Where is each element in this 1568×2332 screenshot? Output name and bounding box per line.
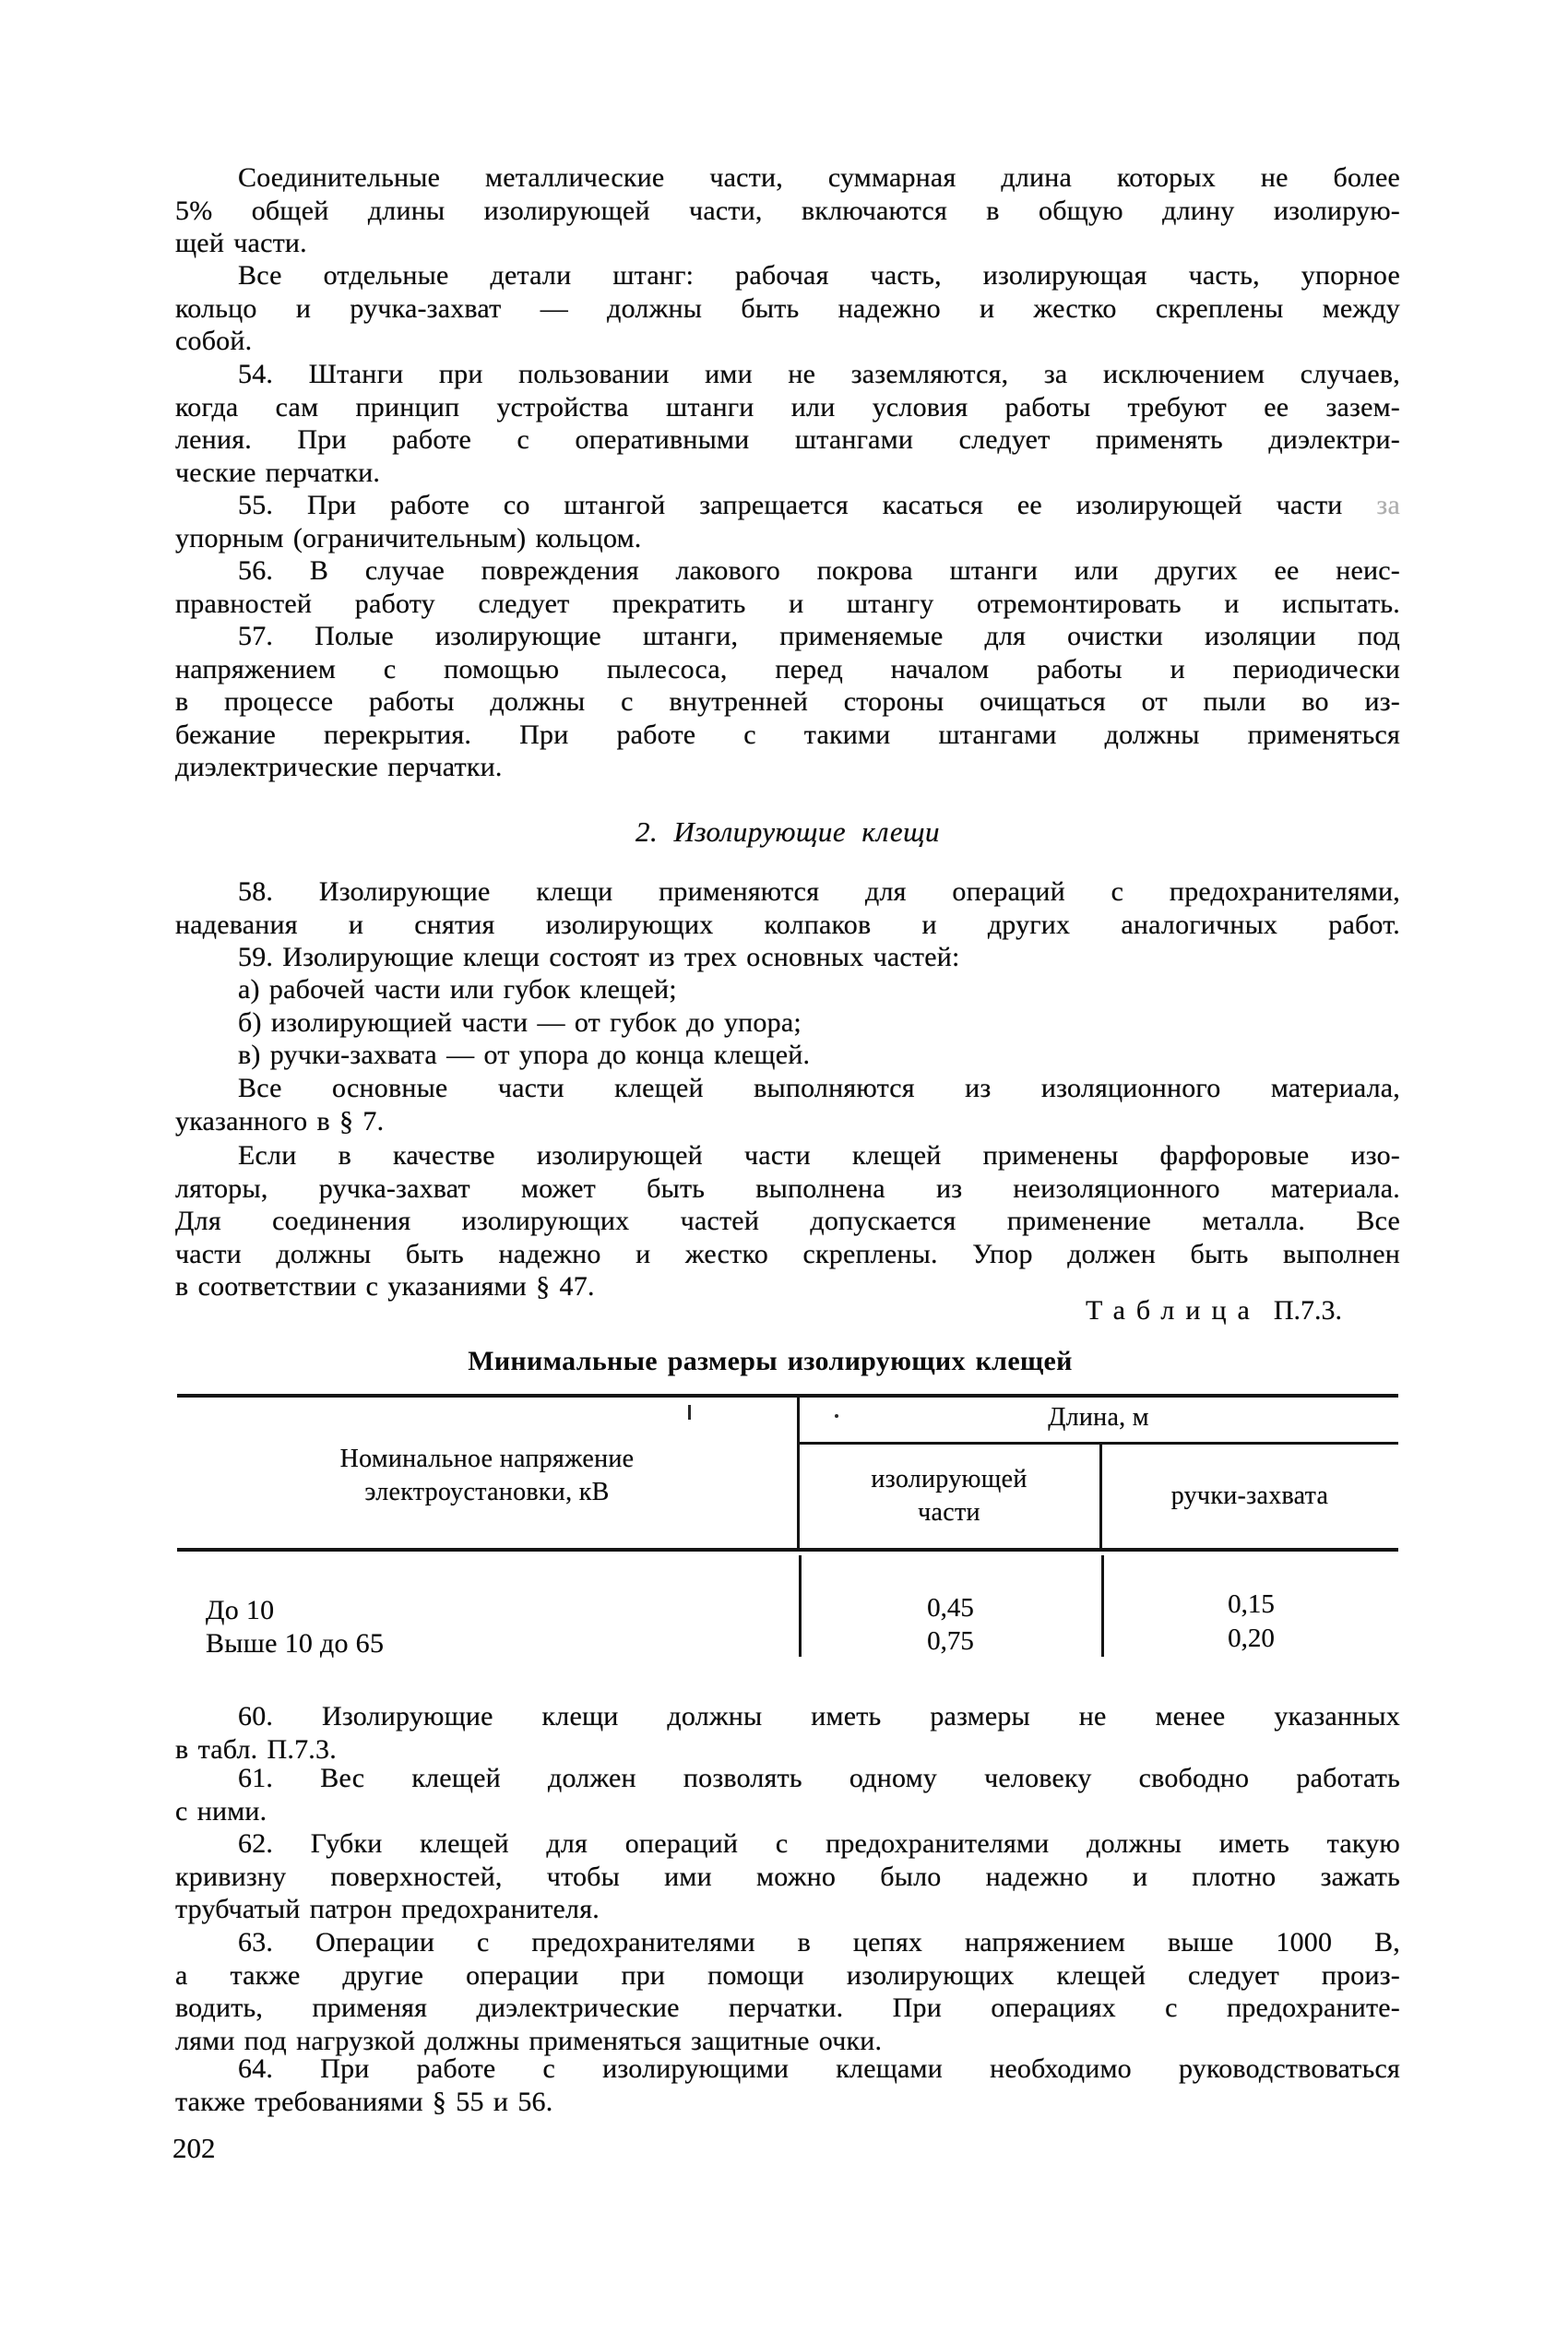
text-line: трубчатый патрон предохранителя. — [175, 1894, 600, 1924]
text-line: 58. Изолирующие клещи применяются для операций с предохранителями, — [238, 876, 1400, 907]
table-subheader-insulating-line1: изолирующей — [871, 1465, 1028, 1493]
text-line: 60. Изолирующие клещи должны иметь размеры не менее указанных — [238, 1701, 1400, 1731]
text-line: 5% общей длины изолирующей части, включаются в общую длину изолирую- — [175, 195, 1400, 226]
table-cell-insulating-length: 0,75 — [927, 1626, 974, 1656]
table-note-ref: П.7.3. — [1273, 1295, 1342, 1326]
paragraph-p2 — [175, 259, 1400, 358]
table-subheader-handle: ручки-захвата — [1170, 1481, 1329, 1510]
paragraph-p58 — [175, 875, 1400, 941]
table-cell-insulating-length: 0,45 — [927, 1593, 974, 1623]
text-line: ляторы, ручка-захват может быть выполнена из неизоляционного материала. — [175, 1172, 1400, 1204]
paragraph-p59 — [175, 941, 1400, 974]
text-line: 59. Изолирующие клещи состоят из трех основных частей: — [238, 942, 960, 972]
text-line: Соединительные металлические части, суммарная длина которых не более — [238, 162, 1400, 193]
table-cell-handle-length: 0,15 — [1228, 1589, 1275, 1619]
text-line: Если в качестве изолирующей части клещей применены фарфоровые изо- — [238, 1140, 1400, 1171]
text-line: надевания и снятия изолирующих колпаков и других аналогичных работ. — [175, 909, 1400, 940]
text-line: лями под нагрузкой должны применяться защитные очки. — [175, 2025, 883, 2056]
table-col1-header-line2: электроустановки, кВ — [364, 1478, 610, 1506]
table-note-word: Таблица — [1086, 1295, 1261, 1326]
text-line: ления. При работе с оперативными штангами следует применять диэлектри- — [175, 424, 1400, 455]
table-row-label: Выше 10 до 65 — [206, 1628, 385, 1659]
table-row-label: До 10 — [206, 1595, 275, 1625]
text-line: 57. Полые изолирующие штанги, применяемые для очистки изоляции под — [238, 621, 1400, 651]
text-line: в) ручки-захвата — от упора до конца клещей. — [238, 1040, 811, 1070]
text-line: щей части. — [175, 228, 307, 258]
text-line: 56. В случае повреждения лакового покрова штанги или других ее неис- — [238, 555, 1400, 586]
table-rule-under-span — [799, 1442, 1398, 1445]
text-line: 63. Операции с предохранителями в цепях напряжением выше 1000 В, — [238, 1927, 1400, 1957]
paragraph-p62 — [175, 1827, 1400, 1926]
section-heading: 2. Изолирующие клещи — [635, 815, 940, 848]
text-line: 64. При работе с изолирующими клещами необходимо руководствоваться — [238, 2053, 1400, 2084]
table-span-header: Длина, м — [1048, 1403, 1149, 1432]
text-line: 62. Губки клещей для операций с предохранителями должны иметь такую — [238, 1828, 1400, 1859]
text-line: в табл. П.7.3. — [175, 1733, 337, 1765]
paragraph-pall — [175, 1072, 1400, 1137]
paragraph-plist — [175, 973, 1400, 1072]
text-line: диэлектрические перчатки. — [175, 752, 503, 782]
table-subheader-insulating-line2: части — [918, 1498, 980, 1527]
text-line: также требованиями § 55 и 56. — [175, 2086, 553, 2117]
text-line: а также другие операции при помощи изолирующих клещей следует произ- — [175, 1959, 1400, 1991]
text-line: кривизну поверхностей, чтобы ими можно было надежно и плотно зажать — [175, 1861, 1400, 1892]
text-line: в процессе работы должны с внутренней стороны очищаться от пыли во из- — [175, 686, 1400, 717]
paragraph-p56 — [175, 554, 1400, 620]
text-line: собой. — [175, 326, 253, 356]
text-line: правностей работу следует прекратить и штангу отремонтировать и испытать. — [175, 588, 1400, 619]
text-line: Все отдельные детали штанг: рабочая часть, изолирующая часть, упорное — [238, 260, 1400, 291]
text-line: с ними. — [175, 1795, 267, 1826]
text-line: части должны быть надежно и жестко скреплены. Упор должен быть выполнен — [175, 1238, 1400, 1269]
text-line: напряжением с помощью пылесоса, перед началом работы и периодически — [175, 653, 1400, 684]
paragraph-p64 — [175, 2052, 1400, 2118]
text-line: в соответствии с указаниями § 47. — [175, 1271, 595, 1302]
text-line: 54. Штанги при пользовании ими не заземляются, за исключением случаев, — [238, 359, 1400, 389]
text-line: бежание перекрытия. При работе с такими штангами должны применяться — [175, 719, 1400, 750]
paragraph-p57 — [175, 620, 1400, 784]
table-cell-handle-length: 0,20 — [1228, 1624, 1275, 1653]
text-line: Все основные части клещей выполняются из изоляционного материала, — [238, 1073, 1400, 1103]
paragraph-p1 — [175, 161, 1400, 260]
text-line: кольцо и ручка-захват — должны быть надежно и жестко скреплены между — [175, 292, 1400, 324]
text-line: 55. При работе со штангой запрещается касаться ее изолирующей части за — [238, 490, 1400, 520]
page-number: 202 — [172, 2132, 216, 2164]
text-line: водить, применяя диэлектрические перчатки. При операциях с предохраните- — [175, 1993, 1400, 2023]
text-line: когда сам принцип устройства штанги или условия работы требуют ее зазем- — [175, 391, 1400, 422]
text-line: а) рабочей части или губок клещей; — [238, 974, 677, 1005]
paragraph-pesli — [175, 1139, 1400, 1303]
table-col1-header-line1: Номинальное напряжение — [339, 1445, 635, 1473]
faded-print-text: за — [1342, 490, 1400, 520]
text-line: указанного в § 7. — [175, 1105, 385, 1136]
scan-artifact-tick — [688, 1405, 691, 1420]
text-line: б) изолирующией части — от губок до упора; — [238, 1006, 802, 1038]
table-rule-top — [177, 1394, 1398, 1398]
text-line: Для соединения изолирующих частей допускается применение металла. Все — [175, 1206, 1400, 1236]
paragraph-p54 — [175, 358, 1400, 489]
paragraph-p63 — [175, 1926, 1400, 2057]
paragraph-p61 — [175, 1762, 1400, 1827]
text-line: ческие перчатки. — [175, 457, 381, 488]
paragraph-p60 — [175, 1700, 1400, 1766]
text-line: 61. Вес клещей должен позволять одному человеку свободно работать — [238, 1763, 1400, 1793]
table-title: Минимальные размеры изолирующих клещей — [468, 1346, 1073, 1376]
table-rule-header-bottom — [177, 1548, 1398, 1552]
paragraph-p55 — [175, 489, 1400, 554]
text-line: упорным (ограничительным) кольцом. — [175, 522, 642, 553]
